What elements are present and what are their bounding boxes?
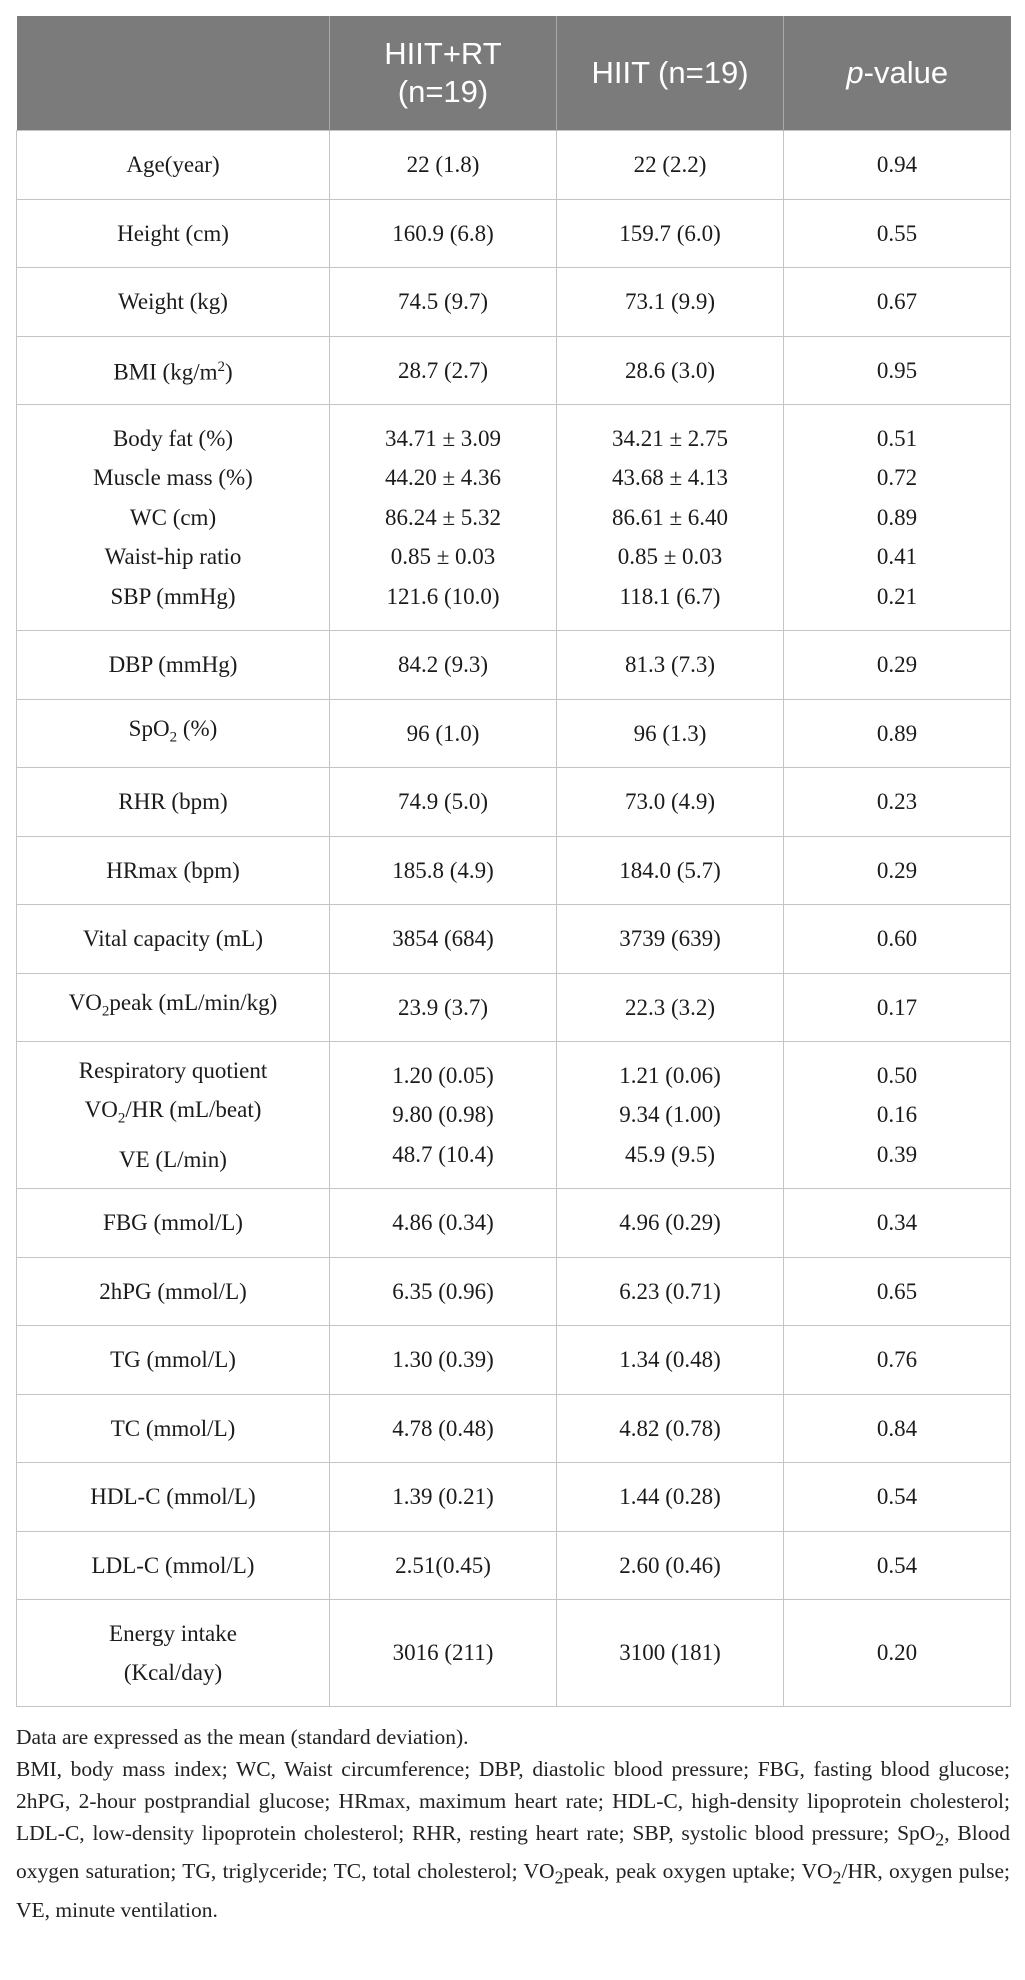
hiit-rt-cell: 1.30 (0.39) — [330, 1326, 557, 1395]
hiit-rt-cell: 28.7 (2.7) — [330, 336, 557, 405]
table-row — [17, 1326, 1011, 1395]
hiit-cell: 96 (1.3) — [557, 699, 784, 768]
footnote-abbreviations: BMI, body mass index; WC, Waist circumference; DBP, diastolic blood pressure; FBG, fasting blood glucose; 2hPG, 2-hour postprandial glucose; HRmax, maximum heart rate; HDL-C, high-density lipoprotein cholesterol; LDL-C, low-density lipoprotein cholesterol; RHR, resting heart rate; SBP, systolic blood pressure; SpO$_2$, Blood oxygen saturation; TG, triglyceride; TC, total cholesterol; $VO_2peak$, peak oxygen uptake; $VO_2/HR$, oxygen pulse; VE, minute ventilation. — [16, 1757, 1010, 1922]
hiit-rt-cell: 185.8 (4.9) — [330, 836, 557, 905]
p-value-cell: 0.29 — [784, 631, 1011, 700]
p-value-cell: 0.76 — [784, 1326, 1011, 1395]
p-value-cell: 0.23 — [784, 768, 1011, 837]
hiit-cell: 1.21 (0.06) 9.34 (1.00) 45.9 (9.5) — [557, 1042, 784, 1189]
hiit-cell: 4.96 (0.29) — [557, 1189, 784, 1258]
table-row — [17, 336, 1011, 405]
table-row — [17, 1600, 1011, 1707]
hiit-rt-cell: 6.35 (0.96) — [330, 1257, 557, 1326]
table-row — [17, 405, 1011, 631]
hiit-cell: 73.0 (4.9) — [557, 768, 784, 837]
hiit-cell: 1.34 (0.48) — [557, 1326, 784, 1395]
p-value-cell: 0.34 — [784, 1189, 1011, 1258]
hiit-cell: 22.3 (3.2) — [557, 973, 784, 1042]
hiit-rt-cell: 1.39 (0.21) — [330, 1463, 557, 1532]
table-row — [17, 699, 1011, 768]
table-row — [17, 1189, 1011, 1258]
p-value-cell: 0.20 — [784, 1600, 1011, 1707]
hiit-rt-cell: 22 (1.8) — [330, 131, 557, 200]
p-value-cell: 0.55 — [784, 199, 1011, 268]
table-row — [17, 268, 1011, 337]
hiit-rt-cell: 1.20 (0.05) 9.80 (0.98) 48.7 (10.4) — [330, 1042, 557, 1189]
hiit-cell: 28.6 (3.0) — [557, 336, 784, 405]
row-label: Vital capacity (mL) — [17, 905, 330, 974]
row-label: 2hPG (mmol/L) — [17, 1257, 330, 1326]
table-row — [17, 973, 1011, 1042]
table-row — [17, 1394, 1011, 1463]
p-value-cell: 0.54 — [784, 1463, 1011, 1532]
hiit-cell: 22 (2.2) — [557, 131, 784, 200]
table-row — [17, 199, 1011, 268]
row-label: Respiratory quotient $VO_2/HR$ (mL/beat) VE (L/min) — [17, 1042, 330, 1189]
table-row — [17, 1531, 1011, 1600]
hiit-cell: 3739 (639) — [557, 905, 784, 974]
table-row — [17, 1463, 1011, 1532]
p-value-cell: 0.84 — [784, 1394, 1011, 1463]
row-label: TG (mmol/L) — [17, 1326, 330, 1395]
table-row — [17, 768, 1011, 837]
row-label: RHR (bpm) — [17, 768, 330, 837]
row-label: SpO$_2$ (%) — [17, 699, 330, 768]
hiit-rt-cell: 3016 (211) — [330, 1600, 557, 1707]
table-row — [17, 131, 1011, 200]
row-label: Weight (kg) — [17, 268, 330, 337]
hiit-rt-cell: 4.78 (0.48) — [330, 1394, 557, 1463]
p-value-cell: 0.17 — [784, 973, 1011, 1042]
hiit-cell: 3100 (181) — [557, 1600, 784, 1707]
hiit-rt-cell: 74.9 (5.0) — [330, 768, 557, 837]
row-label: LDL-C (mmol/L) — [17, 1531, 330, 1600]
table-row — [17, 836, 1011, 905]
row-label: HDL-C (mmol/L) — [17, 1463, 330, 1532]
hiit-cell: 4.82 (0.78) — [557, 1394, 784, 1463]
table-row — [17, 631, 1011, 700]
hiit-cell: 81.3 (7.3) — [557, 631, 784, 700]
header-variable — [17, 16, 330, 131]
row-label: Body fat (%) Muscle mass (%) WC (cm) Waist-hip ratio SBP (mmHg) — [17, 405, 330, 631]
hiit-rt-cell: 3854 (684) — [330, 905, 557, 974]
p-value-cell: 0.29 — [784, 836, 1011, 905]
p-value-cell: 0.89 — [784, 699, 1011, 768]
p-value-cell: 0.60 — [784, 905, 1011, 974]
table-row — [17, 1042, 1011, 1189]
hiit-cell: 6.23 (0.71) — [557, 1257, 784, 1326]
hiit-rt-cell: 4.86 (0.34) — [330, 1189, 557, 1258]
p-value-cell: 0.54 — [784, 1531, 1011, 1600]
hiit-cell: 1.44 (0.28) — [557, 1463, 784, 1532]
table-row — [17, 905, 1011, 974]
hiit-rt-cell: 23.9 (3.7) — [330, 973, 557, 1042]
p-value-cell: 0.94 — [784, 131, 1011, 200]
p-value-cell: 0.95 — [784, 336, 1011, 405]
header-p-value: p-value — [784, 16, 1011, 131]
header-hiit-rt: HIIT+RT (n=19) — [330, 16, 557, 131]
row-label: HRmax (bpm) — [17, 836, 330, 905]
table-footnotes — [16, 1721, 1010, 1926]
hiit-rt-cell: 96 (1.0) — [330, 699, 557, 768]
table-body — [17, 131, 1011, 1707]
row-label: Age(year) — [17, 131, 330, 200]
hiit-rt-cell: 84.2 (9.3) — [330, 631, 557, 700]
hiit-rt-cell: 34.71 ± 3.09 44.20 ± 4.36 86.24 ± 5.32 0.85 ± 0.03 121.6 (10.0) — [330, 405, 557, 631]
hiit-rt-cell: 160.9 (6.8) — [330, 199, 557, 268]
hiit-cell: 159.7 (6.0) — [557, 199, 784, 268]
p-value-cell: 0.51 0.72 0.89 0.41 0.21 — [784, 405, 1011, 631]
table-page — [16, 16, 1010, 1926]
hiit-cell: 184.0 (5.7) — [557, 836, 784, 905]
row-label: Energy intake (Kcal/day) — [17, 1600, 330, 1707]
p-value-cell: 0.50 0.16 0.39 — [784, 1042, 1011, 1189]
row-label: DBP (mmHg) — [17, 631, 330, 700]
p-value-cell: 0.65 — [784, 1257, 1011, 1326]
hiit-cell: 73.1 (9.9) — [557, 268, 784, 337]
row-label: BMI $(kg/m^2)$ — [17, 336, 330, 405]
table-row — [17, 1257, 1011, 1326]
header-row — [17, 16, 1011, 131]
hiit-rt-cell: 74.5 (9.7) — [330, 268, 557, 337]
hiit-rt-cell: 2.51(0.45) — [330, 1531, 557, 1600]
hiit-cell: 34.21 ± 2.75 43.68 ± 4.13 86.61 ± 6.40 0.85 ± 0.03 118.1 (6.7) — [557, 405, 784, 631]
row-label: $VO_2peak$ (mL/min/kg) — [17, 973, 330, 1042]
row-label: Height (cm) — [17, 199, 330, 268]
row-label: TC (mmol/L) — [17, 1394, 330, 1463]
hiit-cell: 2.60 (0.46) — [557, 1531, 784, 1600]
baseline-characteristics-table — [16, 16, 1011, 1707]
footnote-data-expression: Data are expressed as the mean (standard deviation). — [16, 1725, 469, 1749]
row-label: FBG (mmol/L) — [17, 1189, 330, 1258]
header-hiit: HIIT (n=19) — [557, 16, 784, 131]
p-value-cell: 0.67 — [784, 268, 1011, 337]
